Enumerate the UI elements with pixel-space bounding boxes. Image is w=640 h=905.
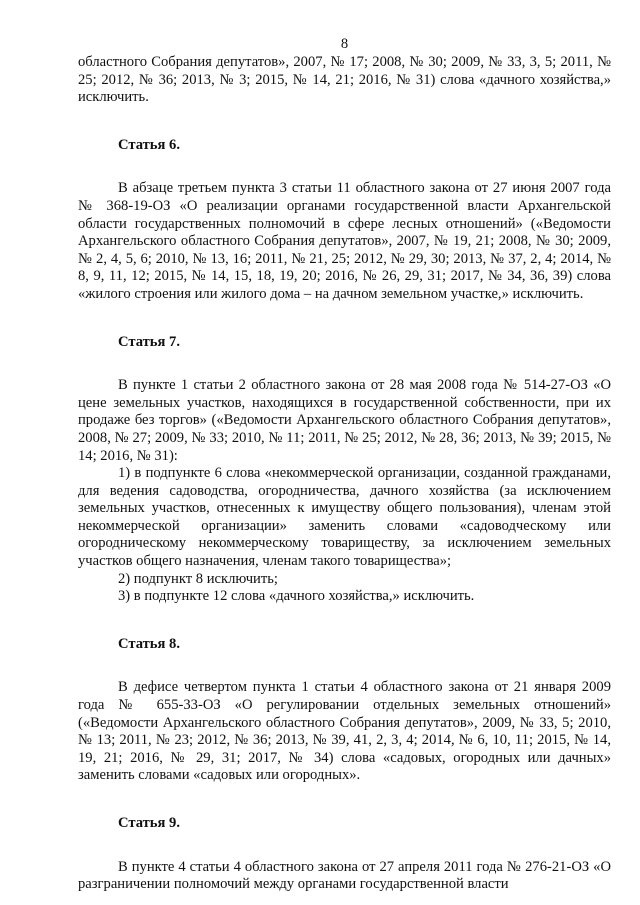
- document-page: [78, 36, 611, 894]
- spacer: [78, 154, 611, 180]
- spacer: [78, 833, 611, 859]
- spacer: [78, 304, 611, 334]
- intro-continuation-paragraph: областного Собрания депутатов», 2007, № 17; 2008, № 30; 2009, № 33, 3, 5; 2011, № 25; 2012, № 36; 2013, № 3; 2015, № 14, 21; 2016, № 31) слова «дачного хозяйства,» исключить.: [78, 54, 611, 106]
- article-8-paragraph-1: В дефисе четвертом пункта 1 статьи 4 областного закона от 21 января 2009 года № 655-33-ОЗ «О регулировании отдельных земельных отношений» («Ведомости Архангельского областного Собрания депутатов», 2009, № 33, 5; 2010, № 13; 2011, № 23; 2012, № 36; 2013, № 39, 41, 2, 3, 4; 2014, № 6, 10, 11; 2015, № 14, 19, 21; 2016, № 29, 31; 2017, № 34) слова «садовых, огородных или дачных» заменить словами «садовых или огородных».: [78, 679, 611, 784]
- article-7-paragraph-1: В пункте 1 статьи 2 областного закона от 28 мая 2008 года № 514-27-ОЗ «О цене земельных участков, находящихся в государственной собственности, при их продаже без торгов» («Ведомости Архангельского областного Собрания депутатов», 2008, № 27; 2009, № 33; 2010, № 11; 2011, № 25; 2012, № 28, 36; 2013, № 39; 2015, № 14; 2016, № 31):: [78, 377, 611, 464]
- spacer: [78, 606, 611, 636]
- article-7-item-2: 2) подпункт 8 исключить;: [118, 570, 278, 587]
- spacer: [78, 351, 611, 377]
- article-8-heading: Статья 8.: [118, 635, 180, 652]
- spacer: [78, 653, 611, 679]
- article-9-paragraph-1: В пункте 4 статьи 4 областного закона от 27 апреля 2011 года № 276-21-ОЗ «О разграничении полномочий между органами государственной власти: [78, 858, 611, 893]
- article-7-item-3: 3) в подпункте 12 слова «дачного хозяйства,» исключить.: [118, 588, 475, 605]
- page-number: 8: [340, 36, 349, 52]
- article-7-item-1: 1) в подпункте 6 слова «некоммерческой организации, созданной гражданами, для ведения садоводства, огородничества, дачного хозяйства (за исключением земельных участков, отнесенных к имуществу общего пользования), членам этой некоммерческой организации» заменить словами «садоводческому или огородническому некоммерческому товариществу, за исключением земельных участков общего назначения, членам такого товарищества»;: [78, 465, 611, 570]
- article-6-heading: Статья 6.: [118, 136, 180, 153]
- article-9-heading: Статья 9.: [118, 815, 180, 831]
- spacer: [78, 785, 611, 815]
- spacer: [78, 107, 611, 137]
- article-7-heading: Статья 7.: [118, 333, 180, 350]
- article-6-paragraph-1: В абзаце третьем пункта 3 статьи 11 областного закона от 27 июня 2007 года № 368-19-ОЗ «О реализации органами государственной власти Архангельской области государственных полномочий в сфере лесных отношений» («Ведомости Архангельского областного Собрания депутатов», 2007, № 19, 21; 2008, № 30; 2009, № 2, 4, 5, 6; 2010, № 13, 16; 2011, № 21, 25; 2012, № 29, 30; 2013, № 37, 2, 4; 2014, № 8, 9, 11, 12; 2015, № 14, 15, 18, 19, 20; 2016, № 26, 29, 31; 2017, № 34, 36, 39) слова «жилого строения или жилого дома – на дачном земельном участке,» исключить.: [78, 180, 611, 302]
